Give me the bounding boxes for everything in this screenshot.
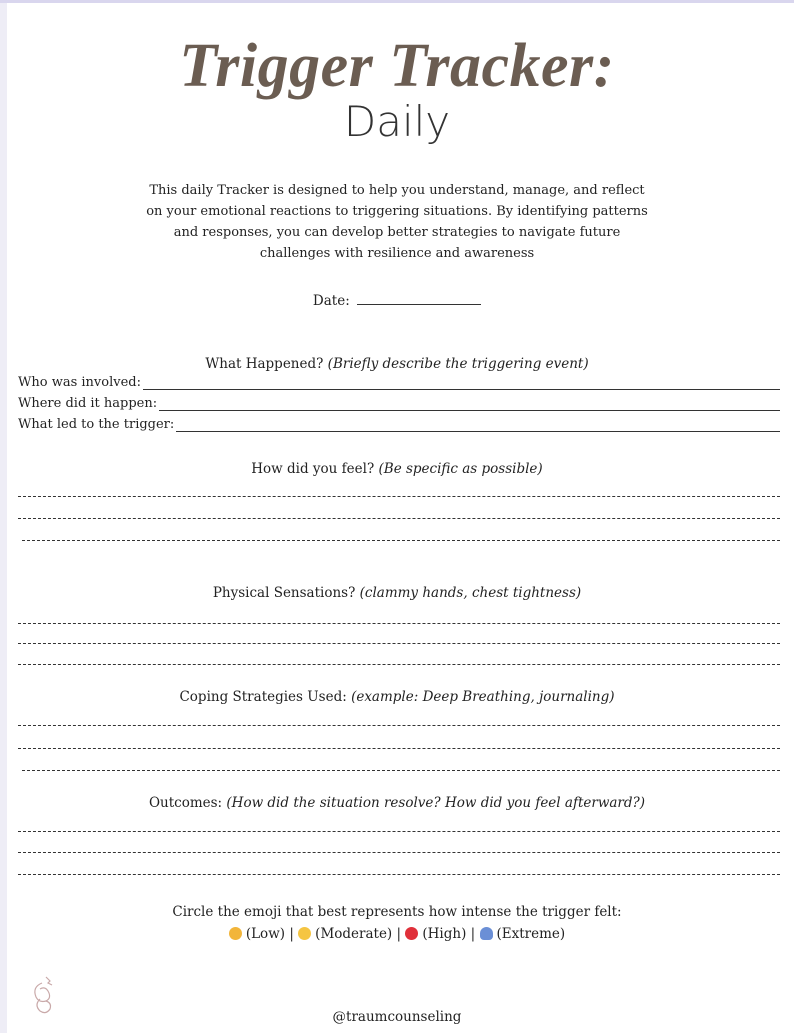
date-label: Date: [312, 293, 350, 309]
level-label: (Moderate) [315, 926, 393, 942]
level-label: (High) [422, 926, 467, 942]
angry-emoji-icon [405, 927, 418, 940]
section-label: Physical Sensations? [212, 585, 356, 601]
separator: | [470, 926, 476, 942]
section-hint: (clammy hands, chest tightness) [359, 585, 582, 601]
section-physical [0, 585, 794, 601]
section-outcomes [0, 795, 794, 811]
answer-line[interactable] [22, 540, 780, 541]
flushed-emoji-icon [298, 927, 311, 940]
answer-line[interactable] [18, 518, 780, 519]
field-what-led[interactable] [18, 417, 780, 432]
level-label: (Low) [245, 926, 286, 942]
section-label: Outcomes: [148, 795, 223, 811]
level-label: (Extreme) [496, 926, 566, 942]
intensity-low[interactable] [229, 926, 285, 942]
answer-line[interactable] [22, 770, 780, 771]
worried-emoji-icon [229, 927, 242, 940]
page-edge [0, 3, 7, 1033]
section-hint: (How did the situation resolve? How did you feel afterward?) [226, 795, 646, 811]
intensity-prompt: Circle the emoji that best represents how intense the trigger felt: [172, 904, 622, 920]
answer-line[interactable] [18, 664, 780, 665]
field-where[interactable] [18, 396, 780, 411]
section-hint: (Briefly describe the triggering event) [327, 356, 589, 372]
section-what-happened [0, 356, 794, 372]
section-coping [0, 689, 794, 705]
intensity-extreme[interactable] [480, 926, 566, 942]
section-hint: (Be specific as possible) [378, 461, 543, 477]
footer-handle: @traumcounseling [332, 1009, 462, 1025]
answer-line[interactable] [18, 725, 780, 726]
field-label: What led to the trigger: [18, 417, 175, 432]
section-label: How did you feel? [251, 461, 375, 477]
answer-line[interactable] [18, 643, 780, 644]
screaming-emoji-icon [480, 927, 493, 940]
field-label: Who was involved: [18, 375, 141, 390]
intensity-high[interactable] [405, 926, 466, 942]
page-title: Trigger Tracker: [179, 32, 615, 100]
field-who[interactable] [18, 375, 780, 390]
answer-line[interactable] [18, 623, 780, 624]
intro-text: This daily Tracker is designed to help you understand, manage, and reflect on your emotional reactions to triggering situations. By identifying patterns and responses, you can develop better strategies to navigate future challenges with resilience and awareness [146, 183, 648, 261]
field-label: Where did it happen: [18, 396, 158, 411]
answer-line[interactable] [18, 831, 780, 832]
section-feel [0, 461, 794, 477]
section-hint: (example: Deep Breathing, journaling) [351, 689, 615, 705]
answer-line[interactable] [18, 852, 780, 853]
section-label: Coping Strategies Used: [179, 689, 347, 705]
intensity-scale [0, 926, 794, 942]
separator: | [396, 926, 402, 942]
page-subtitle: Daily [343, 97, 451, 146]
date-field[interactable] [0, 292, 794, 309]
intensity-moderate[interactable] [298, 926, 392, 942]
answer-line[interactable] [18, 496, 780, 497]
answer-line[interactable] [18, 748, 780, 749]
section-label: What Happened? [205, 356, 324, 372]
answer-line[interactable] [18, 874, 780, 875]
separator: | [289, 926, 294, 942]
